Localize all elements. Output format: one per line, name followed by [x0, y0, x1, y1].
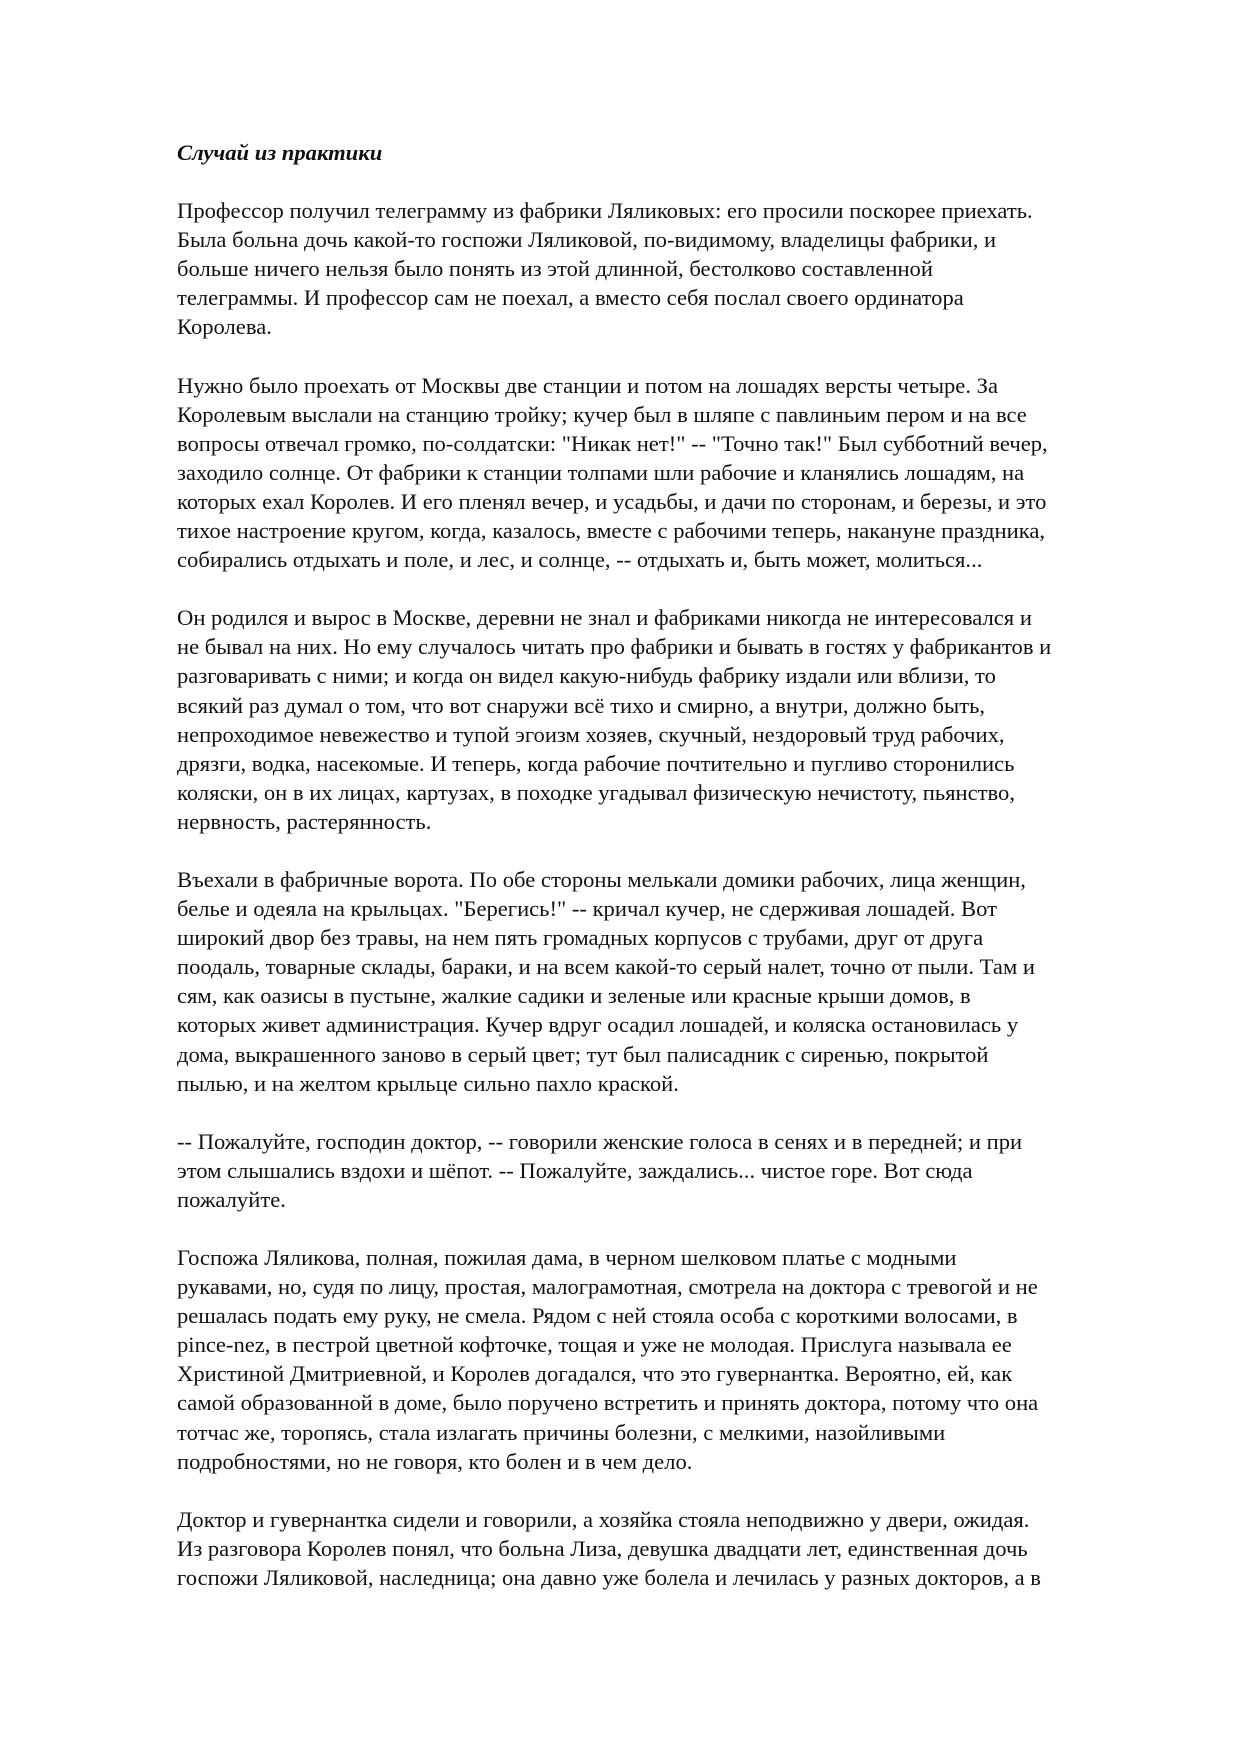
paragraph-list — [177, 196, 1177, 1592]
text-line: телеграммы. И профессор сам не поехал, а вместо себя послал своего ординатора — [177, 285, 964, 311]
text-line: сям, как оазисы в пустыне, жалкие садики и зеленые или красные крыши домов, в — [177, 983, 971, 1009]
text-line: непроходимое невежество и тупой эгоизм хозяев, скучный, нездоровый труд рабочих, — [177, 721, 1005, 747]
text-line: разговаривать с ними; и когда он видел какую-нибудь фабрику издали или вблизи, то — [177, 663, 996, 689]
document-body — [177, 138, 1177, 1621]
text-line: которых живет администрация. Кучер вдруг осадил лошадей, и коляска остановилась у — [177, 1012, 1019, 1038]
text-line: Он родился и вырос в Москве, деревни не знал и фабриками никогда не интересовался и — [177, 605, 1032, 631]
text-line: Госпожа Ляликова, полная, пожилая дама, в черном шелковом платье с модными — [177, 1245, 957, 1270]
text-line: тотчас же, торопясь, стала излагать причины болезни, с мелкими, назойливыми — [177, 1419, 946, 1445]
text-line: Въехали в фабричные ворота. По обе стороны мелькали домики рабочих, лица женщин, — [177, 866, 1026, 892]
text-line: Из разговора Королев понял, что больна Лиза, девушка двадцати лет, единственная дочь — [177, 1535, 1028, 1561]
text-line: pince-nez, в пестрой цветной кофточке, тощая и уже не молодая. Прислуга называла ее — [177, 1332, 1012, 1358]
paragraph — [177, 196, 1177, 341]
text-line: -- Пожалуйте, господин доктор, -- говорили женские голоса в сенях и в передней; и при — [177, 1128, 1023, 1154]
text-line: не бывал на них. Но ему случалось читать про фабрики и бывать в гостях у фабрикантов и — [177, 634, 1052, 660]
document-title: Случай из практики — [177, 140, 383, 165]
text-line: больше ничего нельзя было понять из этой длинной, бестолково составленной — [177, 256, 933, 282]
text-line: подробностями, но не говоря, кто болен и в чем дело. — [177, 1448, 693, 1474]
text-line: вопросы отвечал громко, по-солдатски: "Никак нет!" -- "Точно так!" Был субботний вечер, — [177, 430, 1048, 456]
text-line: Профессор получил телеграмму из фабрики Ляликовых: его просили поскорее приехать. — [177, 198, 1033, 224]
text-line: белье и одеяла на крыльцах. "Берегись!" -- кричал кучер, не сдерживая лошадей. Вот — [177, 896, 998, 922]
text-line: самой образованной в доме, было поручено встретить и принять доктора, потому что она — [177, 1390, 1039, 1416]
text-line: решалась подать ему руку, не смела. Рядом с ней стояла особа с короткими волосами, в — [177, 1303, 1018, 1329]
text-line: Была больна дочь какой-то госпожи Ляликовой, по-видимому, владелицы фабрики, и — [177, 227, 997, 253]
text-line: госпожи Ляликовой, наследница; она давно уже болела и лечилась у разных докторов, а в — [177, 1564, 1041, 1590]
text-line: Королевым выслали на станцию тройку; кучер был в шляпе с павлиньим пером и на все — [177, 401, 1027, 427]
text-line: всякий раз думал о том, что вот снаружи всё тихо и смирно, а внутри, должно быть, — [177, 692, 986, 718]
paragraph — [177, 603, 1177, 836]
text-line: которых ехал Королев. И его пленял вечер, и усадьбы, и дачи по сторонам, и березы, и это — [177, 488, 1047, 514]
text-line: пожалуйте. — [177, 1186, 286, 1212]
paragraph — [177, 1505, 1177, 1592]
text-line: широкий двор без травы, на нем пять громадных корпусов с трубами, друг от друга — [177, 925, 984, 951]
text-line: собирались отдыхать и поле, и лес, и солнце, -- отдыхать и, быть может, молиться... — [177, 547, 983, 573]
text-line: Христиной Дмитриевной, и Королев догадался, что это гувернантка. Вероятно, ей, как — [177, 1361, 1013, 1387]
text-line: пылью, и на желтом крыльце сильно пахло краской. — [177, 1070, 679, 1096]
text-line: заходило солнце. От фабрики к станции толпами шли рабочие и кланялись лошадям, на — [177, 459, 1025, 485]
text-line: коляски, он в их лицах, картузах, в походке угадывал физическую нечистоту, пьянство, — [177, 779, 1016, 805]
text-line: дрязги, водка, насекомые. И теперь, когда рабочие почтительно и пугливо сторонились — [177, 750, 1015, 776]
text-line: Королева. — [177, 314, 272, 340]
text-line: поодаль, товарные склады, бараки, и на всем какой-то серый налет, точно от пыли. Там и — [177, 954, 1035, 980]
paragraph — [177, 371, 1177, 575]
text-line: дома, выкрашенного заново в серый цвет; тут был палисадник с сиренью, покрытой — [177, 1041, 989, 1067]
paragraph — [177, 865, 1177, 1098]
text-line: тихое настроение кругом, когда, казалось, вместе с рабочими теперь, накануне праздника, — [177, 518, 1046, 544]
paragraph — [177, 1243, 1177, 1476]
paragraph — [177, 1127, 1177, 1214]
text-line: рукавами, но, судя по лицу, простая, малограмотная, смотрела на доктора с тревогой и не — [177, 1274, 1038, 1300]
text-line: этом слышались вздохи и шёпот. -- Пожалуйте, заждались... чистое горе. Вот сюда — [177, 1157, 973, 1183]
text-line: Нужно было проехать от Москвы две станции и потом на лошадях версты четыре. За — [177, 372, 998, 398]
text-line: Доктор и гувернантка сидели и говорили, а хозяйка стояла неподвижно у двери, ожидая. — [177, 1506, 1030, 1532]
text-line: нервность, растерянность. — [177, 808, 432, 834]
